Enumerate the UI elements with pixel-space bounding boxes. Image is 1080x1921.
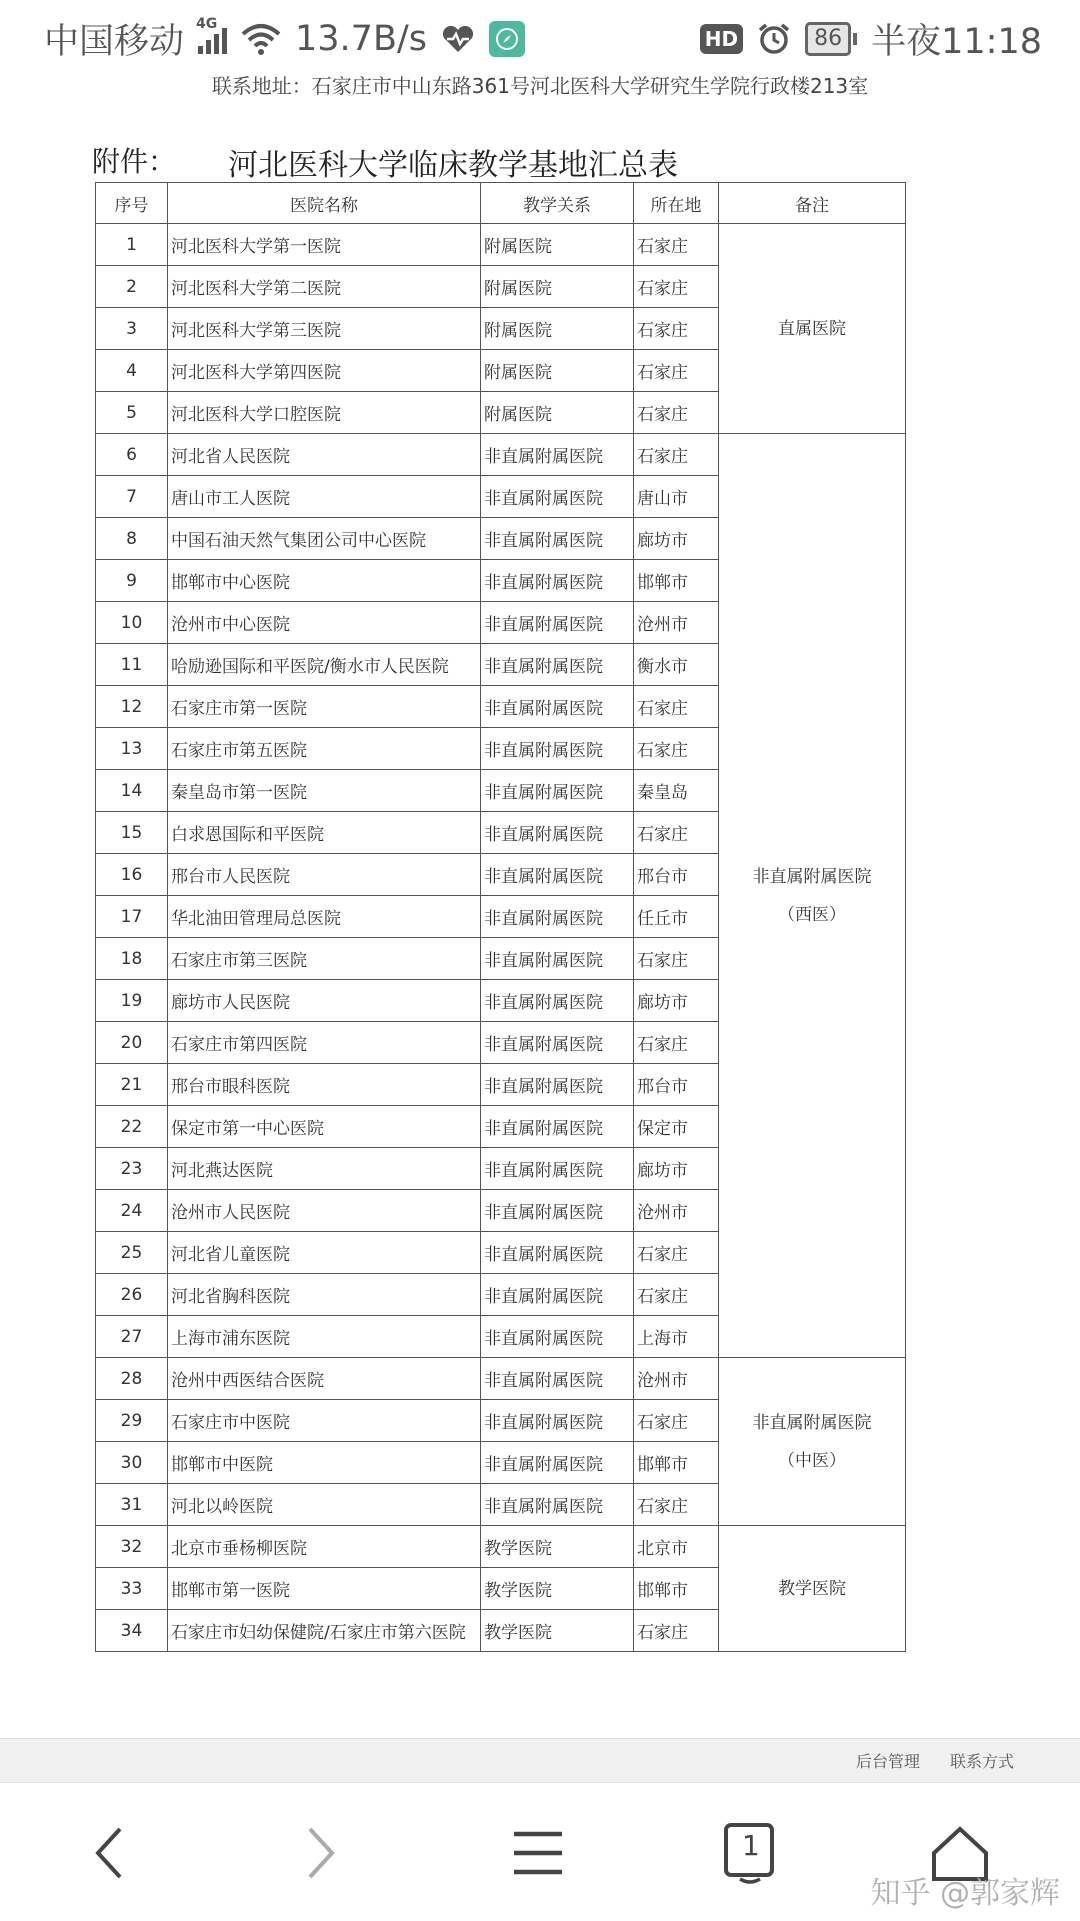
chevron-left-icon (88, 1823, 128, 1883)
network-type: 4G (196, 16, 218, 32)
row-index: 11 (96, 644, 168, 686)
row-index: 1 (96, 224, 168, 266)
row-index: 22 (96, 1106, 168, 1148)
row-location: 邯郸市 (634, 560, 719, 602)
row-hospital-name: 华北油田管理局总医院 (168, 896, 481, 938)
note-line: 非直属附属医院 (752, 1412, 872, 1433)
tabs-button[interactable] (710, 1813, 790, 1893)
row-relation: 非直属附属医院 (481, 1190, 634, 1232)
row-relation: 附属医院 (481, 308, 634, 350)
back-button[interactable] (68, 1813, 148, 1893)
row-relation: 附属医院 (481, 266, 634, 308)
row-relation: 附属医院 (481, 224, 634, 266)
row-relation: 非直属附属医院 (481, 476, 634, 518)
row-index: 33 (96, 1568, 168, 1610)
row-index: 32 (96, 1526, 168, 1568)
row-location: 石家庄 (634, 1022, 719, 1064)
row-location: 保定市 (634, 1106, 719, 1148)
row-relation: 非直属附属医院 (481, 560, 634, 602)
row-location: 石家庄 (634, 938, 719, 980)
row-index: 9 (96, 560, 168, 602)
row-relation: 非直属附属医院 (481, 1148, 634, 1190)
row-hospital-name: 保定市第一中心医院 (168, 1106, 481, 1148)
row-index: 15 (96, 812, 168, 854)
row-hospital-name: 廊坊市人民医院 (168, 980, 481, 1022)
row-relation: 非直属附属医院 (481, 602, 634, 644)
table-body (96, 224, 906, 1652)
row-location: 邢台市 (634, 854, 719, 896)
row-note (719, 1526, 906, 1652)
hospital-table (95, 182, 906, 1652)
row-relation: 非直属附属医院 (481, 1064, 634, 1106)
row-relation: 非直属附属医院 (481, 854, 634, 896)
contact-address: 联系地址：石家庄市中山东路361号河北医科大学研究生学院行政楼213室 (211, 74, 869, 98)
row-relation: 非直属附属医院 (481, 644, 634, 686)
row-hospital-name: 石家庄市第一医院 (168, 686, 481, 728)
row-location: 衡水市 (634, 644, 719, 686)
row-hospital-name: 中国石油天然气集团公司中心医院 (168, 518, 481, 560)
row-index: 16 (96, 854, 168, 896)
health-heart-icon (441, 24, 475, 54)
row-location: 廊坊市 (634, 980, 719, 1022)
row-index: 12 (96, 686, 168, 728)
menu-icon (510, 1828, 566, 1878)
row-location: 邢台市 (634, 1064, 719, 1106)
row-relation: 附属医院 (481, 350, 634, 392)
status-bar (0, 0, 1080, 76)
table-row (96, 434, 906, 476)
row-relation: 非直属附属医院 (481, 938, 634, 980)
row-hospital-name: 唐山市工人医院 (168, 476, 481, 518)
row-hospital-name: 邯郸市第一医院 (168, 1568, 481, 1610)
forward-button[interactable] (280, 1813, 360, 1893)
row-location: 石家庄 (634, 1484, 719, 1526)
row-location: 秦皇岛 (634, 770, 719, 812)
row-location: 石家庄 (634, 686, 719, 728)
row-location: 石家庄 (634, 728, 719, 770)
row-location: 廊坊市 (634, 518, 719, 560)
header-name: 医院名称 (168, 183, 481, 224)
wifi-icon (241, 22, 281, 56)
row-index: 26 (96, 1274, 168, 1316)
row-hospital-name: 邯郸市中心医院 (168, 560, 481, 602)
row-location: 石家庄 (634, 392, 719, 434)
row-relation: 教学医院 (481, 1526, 634, 1568)
row-relation: 非直属附属医院 (481, 980, 634, 1022)
row-note (719, 224, 906, 434)
row-relation: 非直属附属医院 (481, 1022, 634, 1064)
row-hospital-name: 沧州市中心医院 (168, 602, 481, 644)
row-index: 20 (96, 1022, 168, 1064)
row-hospital-name: 河北医科大学第一医院 (168, 224, 481, 266)
row-relation: 非直属附属医院 (481, 1358, 634, 1400)
row-index: 21 (96, 1064, 168, 1106)
row-location: 任丘市 (634, 896, 719, 938)
row-hospital-name: 石家庄市中医院 (168, 1400, 481, 1442)
row-location: 石家庄 (634, 350, 719, 392)
row-location: 沧州市 (634, 1358, 719, 1400)
row-note (719, 434, 906, 1358)
row-hospital-name: 石家庄市妇幼保健院/石家庄市第六医院 (168, 1610, 481, 1652)
row-location: 上海市 (634, 1316, 719, 1358)
row-location: 邯郸市 (634, 1568, 719, 1610)
battery-level: 86 (805, 22, 851, 56)
row-relation: 非直属附属医院 (481, 1106, 634, 1148)
row-relation: 非直属附属医院 (481, 1484, 634, 1526)
row-hospital-name: 河北燕达医院 (168, 1148, 481, 1190)
tab-count: 1 (742, 1829, 760, 1862)
row-index: 29 (96, 1400, 168, 1442)
row-hospital-name: 河北省儿童医院 (168, 1232, 481, 1274)
header-relation: 教学关系 (481, 183, 634, 224)
row-hospital-name: 白求恩国际和平医院 (168, 812, 481, 854)
note-line: （西医） (778, 904, 846, 925)
menu-button[interactable] (498, 1813, 578, 1893)
header-location: 所在地 (634, 183, 719, 224)
row-location: 石家庄 (634, 224, 719, 266)
row-location: 石家庄 (634, 1232, 719, 1274)
chevron-right-icon (300, 1823, 340, 1883)
row-hospital-name: 河北医科大学第三医院 (168, 308, 481, 350)
row-location: 沧州市 (634, 1190, 719, 1232)
alarm-icon (757, 22, 791, 56)
row-location: 石家庄 (634, 1610, 719, 1652)
row-location: 邯郸市 (634, 1442, 719, 1484)
row-hospital-name: 邢台市眼科医院 (168, 1064, 481, 1106)
row-index: 18 (96, 938, 168, 980)
row-relation: 教学医院 (481, 1568, 634, 1610)
row-relation: 非直属附属医院 (481, 1232, 634, 1274)
row-relation: 非直属附属医院 (481, 896, 634, 938)
table-title: 河北医科大学临床教学基地汇总表 (228, 148, 679, 183)
header-note: 备注 (719, 183, 906, 224)
clock: 半夜11:18 (871, 22, 1042, 62)
row-index: 2 (96, 266, 168, 308)
row-hospital-name: 北京市垂杨柳医院 (168, 1526, 481, 1568)
row-index: 19 (96, 980, 168, 1022)
row-index: 28 (96, 1358, 168, 1400)
row-hospital-name: 秦皇岛市第一医院 (168, 770, 481, 812)
row-location: 廊坊市 (634, 1148, 719, 1190)
row-hospital-name: 河北以岭医院 (168, 1484, 481, 1526)
row-relation: 非直属附属医院 (481, 1316, 634, 1358)
row-location: 沧州市 (634, 602, 719, 644)
row-location: 石家庄 (634, 308, 719, 350)
row-location: 唐山市 (634, 476, 719, 518)
table-row (96, 1358, 906, 1400)
row-index: 34 (96, 1610, 168, 1652)
row-index: 6 (96, 434, 168, 476)
attachment-label: 附件： (92, 145, 177, 178)
row-index: 25 (96, 1232, 168, 1274)
row-relation: 非直属附属医院 (481, 1442, 634, 1484)
row-index: 3 (96, 308, 168, 350)
row-relation: 非直属附属医院 (481, 1400, 634, 1442)
row-location: 石家庄 (634, 1274, 719, 1316)
row-relation: 非直属附属医院 (481, 770, 634, 812)
document-title (92, 140, 678, 184)
row-hospital-name: 河北省胸科医院 (168, 1274, 481, 1316)
row-index: 23 (96, 1148, 168, 1190)
table-row (96, 1526, 906, 1568)
row-index: 7 (96, 476, 168, 518)
compass-app-icon (489, 21, 525, 57)
note-line: 教学医院 (778, 1578, 846, 1599)
row-relation: 非直属附属医院 (481, 434, 634, 476)
row-location: 石家庄 (634, 812, 719, 854)
network-speed: 13.7B/s (295, 19, 427, 59)
note-line: 直属医院 (778, 318, 846, 339)
row-index: 14 (96, 770, 168, 812)
row-relation: 非直属附属医院 (481, 518, 634, 560)
site-footer (0, 1738, 1080, 1783)
row-relation: 附属医院 (481, 392, 634, 434)
row-relation: 非直属附属医院 (481, 812, 634, 854)
row-index: 27 (96, 1316, 168, 1358)
row-hospital-name: 河北医科大学口腔医院 (168, 392, 481, 434)
row-hospital-name: 哈励逊国际和平医院/衡水市人民医院 (168, 644, 481, 686)
row-index: 30 (96, 1442, 168, 1484)
note-line: （中医） (778, 1450, 846, 1471)
row-hospital-name: 石家庄市第三医院 (168, 938, 481, 980)
row-index: 4 (96, 350, 168, 392)
table-row (96, 224, 906, 266)
row-relation: 非直属附属医院 (481, 686, 634, 728)
watermark: 知乎 @郭家辉 (870, 1876, 1060, 1911)
row-index: 13 (96, 728, 168, 770)
admin-link[interactable]: 后台管理 (855, 1752, 920, 1771)
row-location: 北京市 (634, 1526, 719, 1568)
contact-link[interactable]: 联系方式 (949, 1752, 1014, 1771)
row-hospital-name: 石家庄市第四医院 (168, 1022, 481, 1064)
row-relation: 非直属附属医院 (481, 728, 634, 770)
cell-signal-icon (196, 16, 227, 54)
row-hospital-name: 河北医科大学第二医院 (168, 266, 481, 308)
row-index: 10 (96, 602, 168, 644)
row-hospital-name: 河北医科大学第四医院 (168, 350, 481, 392)
table-header-row (96, 183, 906, 224)
row-hospital-name: 上海市浦东医院 (168, 1316, 481, 1358)
row-index: 31 (96, 1484, 168, 1526)
row-hospital-name: 沧州中西医结合医院 (168, 1358, 481, 1400)
note-line: 非直属附属医院 (752, 866, 872, 887)
row-location: 石家庄 (634, 266, 719, 308)
row-note (719, 1358, 906, 1526)
row-relation: 教学医院 (481, 1610, 634, 1652)
header-index: 序号 (96, 183, 168, 224)
battery-icon (805, 22, 857, 56)
row-index: 5 (96, 392, 168, 434)
row-hospital-name: 河北省人民医院 (168, 434, 481, 476)
row-index: 8 (96, 518, 168, 560)
row-index: 24 (96, 1190, 168, 1232)
row-hospital-name: 邯郸市中医院 (168, 1442, 481, 1484)
carrier-name: 中国移动 (44, 22, 185, 62)
row-hospital-name: 石家庄市第五医院 (168, 728, 481, 770)
row-relation: 非直属附属医院 (481, 1274, 634, 1316)
row-index: 17 (96, 896, 168, 938)
row-location: 石家庄 (634, 1400, 719, 1442)
row-location: 石家庄 (634, 434, 719, 476)
hd-voice-icon: HD (700, 24, 743, 54)
row-hospital-name: 沧州市人民医院 (168, 1190, 481, 1232)
row-hospital-name: 邢台市人民医院 (168, 854, 481, 896)
